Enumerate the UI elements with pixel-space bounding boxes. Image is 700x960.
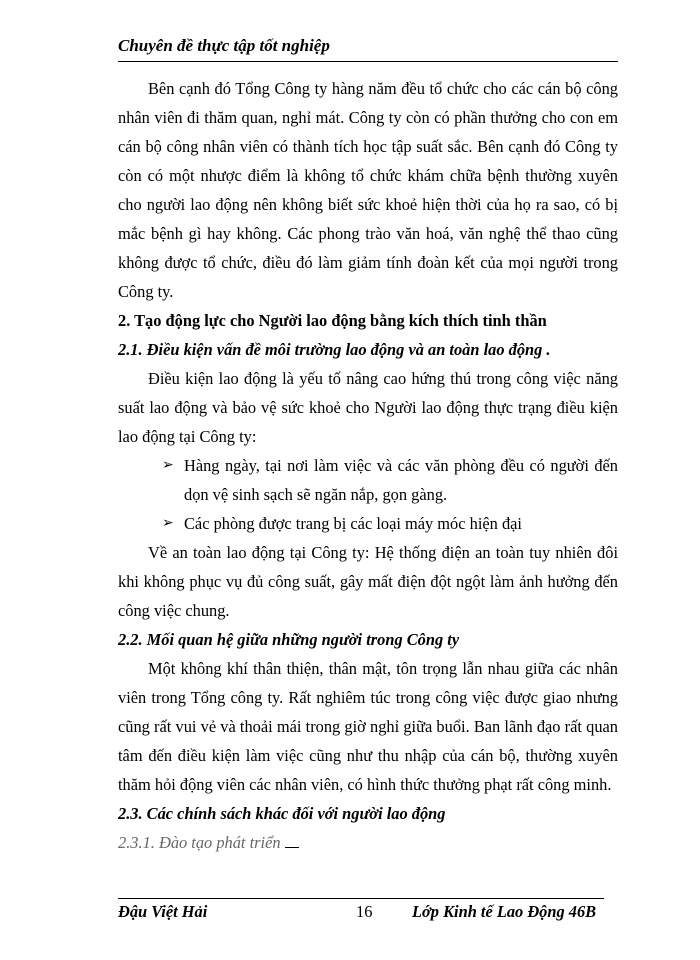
subsection-heading-2-1: 2.1. Điều kiện vấn đề môi trường lao động và an toàn lao động . [118, 340, 551, 359]
footer-divider [118, 898, 604, 899]
bullet-item-2 [118, 509, 618, 538]
subsection-heading-2-3-1 [118, 828, 618, 857]
bullet-text-1: Hàng ngày, tại nơi làm việc và các văn phòng đều có người đến dọn vệ sinh sạch sẽ ngăn nắp, gọn gàng. [184, 456, 618, 504]
text-cursor [285, 833, 299, 848]
page-header-title: Chuyên đề thực tập tốt nghiệp [118, 36, 330, 55]
header-divider [118, 61, 618, 62]
arrow-bullet-icon: ➢ [162, 458, 174, 473]
document-body [118, 74, 618, 857]
subsection-heading-2-3-1-text: 2.3.1. Đào tạo phát triển [118, 833, 281, 852]
paragraph-4: Một không khí thân thiện, thân mật, tôn trọng lẫn nhau giữa các nhân viên trong Tổng công ty. Rất nghiêm túc trong công việc được giao nhưng cũng rất vui vẻ và thoải mái trong giờ nghỉ giữa buổi. Ban lãnh đạo rất quan tâm đến điều kiện làm việc cũng như thu nhập của cán bộ, thường xuyên thăm hỏi động viên các nhân viên, có hình thức thưởng phạt rất công minh. [118, 659, 618, 794]
paragraph-1: Bên cạnh đó Tổng Công ty hàng năm đều tổ chức cho các cán bộ công nhân viên đi thăm quan, nghỉ mát. Công ty còn có phần thưởng cho con em cán bộ công nhân viên có thành tích học tập suất sắc. Bên cạnh đó Công ty còn có một nhược điểm là không tổ chức khám chữa bệnh thường xuyên cho người lao động nên không biết sức khoẻ hiện thời của họ ra sao, có bị mắc bệnh gì hay không. Các phong trào văn hoá, văn nghệ thể thao cũng không được tổ chức, điều đó làm giảm tính đoàn kết của mọi người trong Công ty. [118, 79, 618, 301]
footer-class-name: Lớp Kinh tế Lao Động 46B [412, 902, 597, 921]
section-heading-2: 2. Tạo động lực cho Người lao động bằng kích thích tinh thần [118, 311, 547, 330]
subsection-heading-2-3: 2.3. Các chính sách khác đối với người lao động [118, 804, 446, 823]
footer-page-number: 16 [356, 902, 373, 921]
arrow-bullet-icon: ➢ [162, 516, 174, 531]
paragraph-3: Về an toàn lao động tại Công ty: Hệ thống điện an toàn tuy nhiên đôi khi không phục vụ đủ công suất, gây mất điện đột ngột làm ảnh hưởng đến công việc chung. [118, 543, 618, 620]
bullet-text-2: Các phòng được trang bị các loại máy móc hiện đại [184, 514, 522, 533]
bullet-item-1 [118, 451, 618, 509]
footer-author: Đậu Việt Hải [118, 902, 208, 921]
subsection-heading-2-2: 2.2. Mối quan hệ giữa những người trong Công ty [118, 630, 460, 649]
paragraph-2: Điều kiện lao động là yếu tố nâng cao hứng thú trong công việc năng suất lao động và bảo vệ sức khoẻ cho Người lao động thực trạng điều kiện lao động tại Công ty: [118, 369, 618, 446]
